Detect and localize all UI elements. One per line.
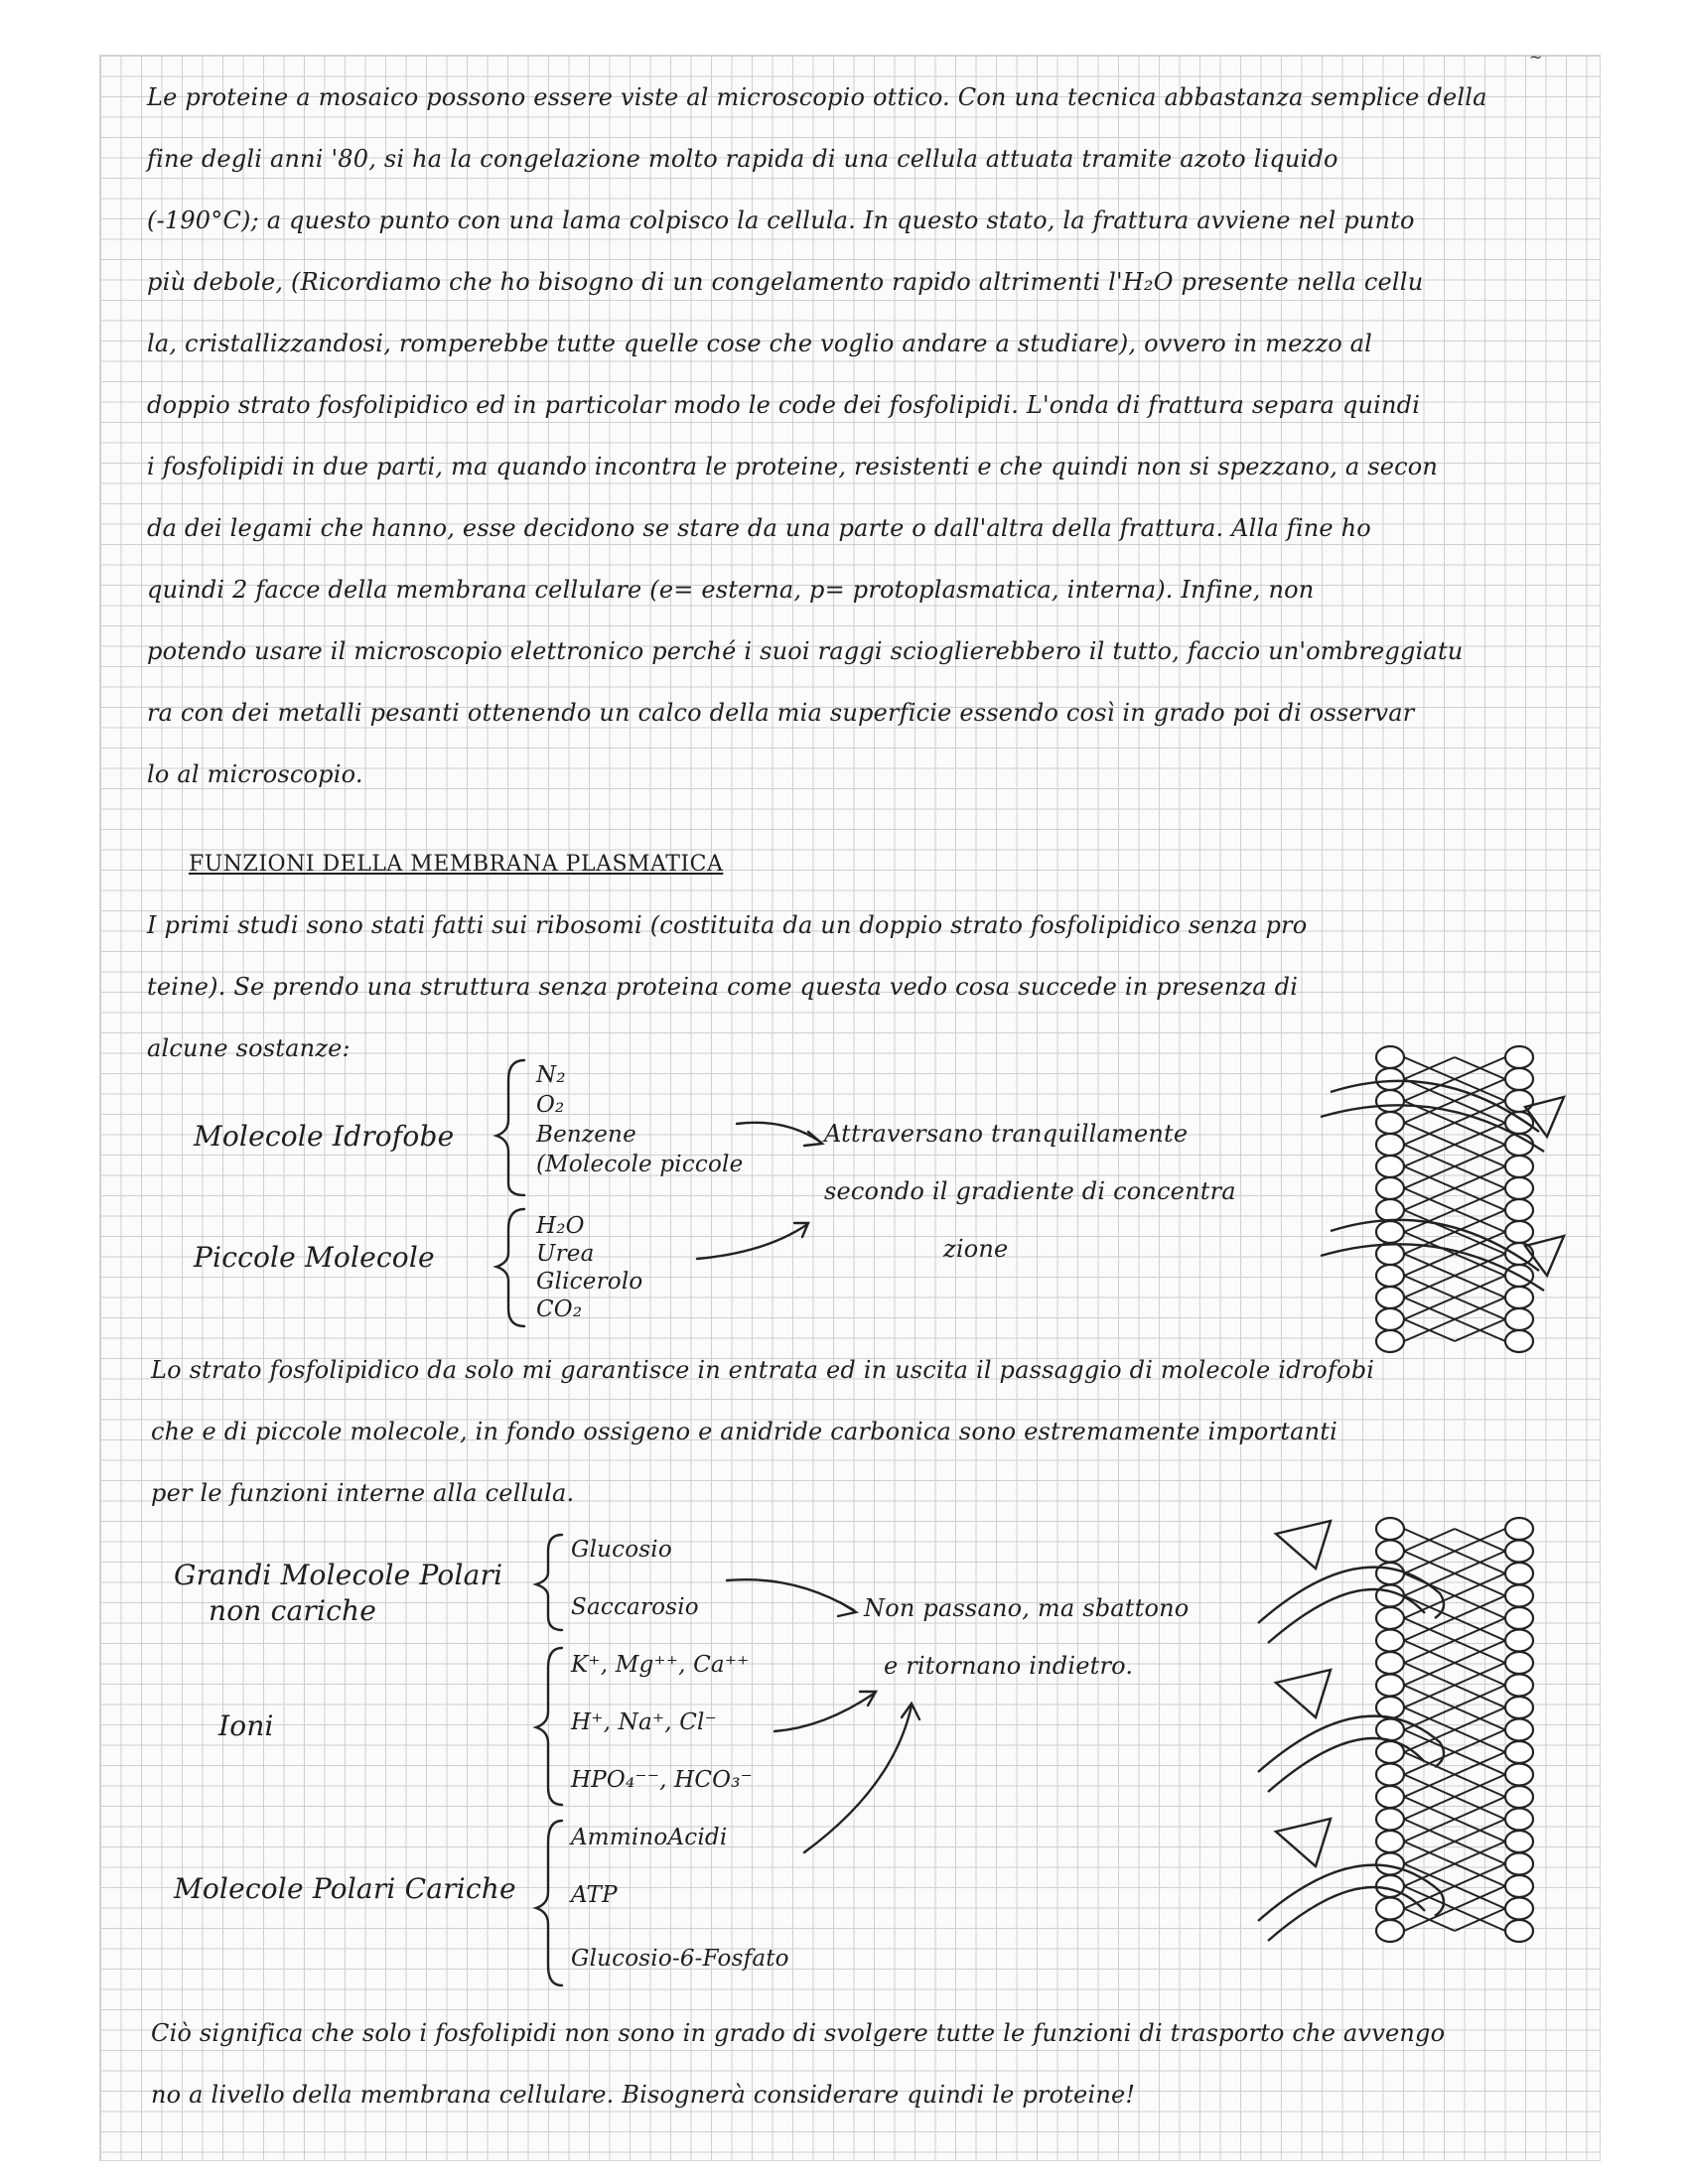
paragraph3-line: Lo strato fosfolipidico da solo mi garantisce in entrata ed in uscita il passaggio di molecole idrofobi xyxy=(151,1356,1375,1384)
brace-group5 xyxy=(536,1821,562,1985)
phospholipid-head xyxy=(1376,1156,1404,1177)
arrow-bounce-back xyxy=(1258,1568,1444,1623)
brace-group2 xyxy=(496,1209,524,1326)
phospholipid-head xyxy=(1505,1853,1533,1875)
phospholipid-head xyxy=(1376,1221,1404,1243)
phospholipid-tails xyxy=(1404,1297,1505,1319)
phospholipid-head xyxy=(1505,1308,1533,1330)
group4-item: HPO₄⁻⁻, HCO₃⁻ xyxy=(571,1767,753,1793)
phospholipid-head xyxy=(1505,1585,1533,1607)
phospholipid-head xyxy=(1376,1330,1404,1352)
phospholipid-head xyxy=(1505,1831,1533,1852)
phospholipid-head xyxy=(1505,1046,1533,1068)
phospholipid-head xyxy=(1505,1177,1533,1199)
phospholipid-tails xyxy=(1404,1552,1505,1574)
phospholipid-tails xyxy=(1404,1145,1505,1166)
phospholipid-head xyxy=(1505,1652,1533,1674)
phospholipid-head xyxy=(1505,1518,1533,1540)
phospholipid-head xyxy=(1376,1541,1404,1563)
phospholipid-head xyxy=(1376,1675,1404,1697)
group1-label: Molecole Idrofobe xyxy=(194,1120,455,1153)
result2-text: Non passano, ma sbattono xyxy=(864,1594,1190,1622)
phospholipid-head xyxy=(1376,1652,1404,1674)
result1c-text: zione xyxy=(943,1235,1009,1263)
phospholipid-tails xyxy=(1404,1254,1505,1276)
phospholipid-head xyxy=(1376,1265,1404,1287)
phospholipid-head xyxy=(1376,1177,1404,1199)
phospholipid-head xyxy=(1505,1719,1533,1741)
phospholipid-head xyxy=(1505,1541,1533,1563)
paragraph1-line: da dei legami che hanno, esse decidono se stare da una parte o dall'altra della frattura. Alla fine ho xyxy=(147,514,1371,542)
result1-text: Attraversano tranquillamente xyxy=(824,1120,1189,1148)
group2-item: Urea xyxy=(536,1241,595,1267)
paragraph3-line: che e di piccole molecole, in fondo ossigeno e anidride carbonica sono estremamente importanti xyxy=(151,1418,1337,1445)
phospholipid-tails xyxy=(1404,1641,1505,1664)
phospholipid-tails xyxy=(1404,1319,1505,1341)
group5-item: Glucosio-6-Fosfato xyxy=(571,1946,789,1972)
phospholipid-head xyxy=(1505,1607,1533,1629)
phospholipid-tails xyxy=(1404,1820,1505,1843)
arrow-group4 xyxy=(774,1694,874,1731)
phospholipid-tails xyxy=(1404,1057,1505,1079)
group4-item: K⁺, Mg⁺⁺, Ca⁺⁺ xyxy=(571,1652,750,1678)
phospholipid-tails xyxy=(1404,1188,1505,1210)
phospholipid-head xyxy=(1505,1898,1533,1920)
phospholipid-head xyxy=(1376,1068,1404,1090)
paragraph1-line: quindi 2 facce della membrana cellulare (e= esterna, p= protoplasmatica, interna). Infine, non xyxy=(147,576,1315,604)
phospholipid-head xyxy=(1376,1786,1404,1808)
paragraph1-line: (-190°C); a questo punto con una lama colpisco la cellula. In questo stato, la frattura avviene nel punto xyxy=(147,206,1415,234)
phospholipid-tails xyxy=(1404,1864,1505,1887)
group3-label: Grandi Molecole Polari xyxy=(174,1559,503,1591)
paragraph2-line: alcune sostanze: xyxy=(147,1034,351,1062)
arrow-group5 xyxy=(804,1706,912,1852)
group4-item: H⁺, Na⁺, Cl⁻ xyxy=(571,1709,717,1735)
phospholipid-tails xyxy=(1404,1797,1505,1820)
phospholipid-head xyxy=(1505,1090,1533,1112)
phospholipid-tails xyxy=(1404,1909,1505,1932)
phospholipid-tails xyxy=(1404,1276,1505,1297)
paragraph1-line: lo al microscopio. xyxy=(147,760,363,788)
phospholipid-tails xyxy=(1404,1730,1505,1753)
paragraph3-line: per le funzioni interne alla cellula. xyxy=(151,1479,575,1507)
phospholipid-head xyxy=(1376,1199,1404,1221)
membrane-diagram-bounce xyxy=(1246,1509,1604,1966)
phospholipid-tails xyxy=(1404,1842,1505,1864)
phospholipid-tails xyxy=(1404,1618,1505,1641)
arrow-group3 xyxy=(727,1579,854,1610)
section-heading: FUNZIONI DELLA MEMBRANA PLASMATICA xyxy=(189,852,724,877)
phospholipid-head xyxy=(1376,1831,1404,1852)
arrow-bounce-back xyxy=(1258,1865,1444,1921)
arrow-group2 xyxy=(697,1225,806,1259)
phospholipid-tails xyxy=(1404,1529,1505,1552)
phospholipid-head xyxy=(1376,1518,1404,1540)
phospholipid-head xyxy=(1505,1563,1533,1584)
phospholipid-head xyxy=(1505,1330,1533,1352)
group4-label: Ioni xyxy=(218,1709,274,1742)
phospholipid-head xyxy=(1505,1287,1533,1308)
brace-group3 xyxy=(536,1535,562,1630)
phospholipid-head xyxy=(1505,1697,1533,1718)
phospholipid-head xyxy=(1376,1809,1404,1831)
phospholipid-head xyxy=(1505,1630,1533,1652)
group5-item: ATP xyxy=(571,1882,618,1908)
phospholipid-head xyxy=(1376,1853,1404,1875)
paragraph2-line: teine). Se prendo una struttura senza proteina come questa vedo cosa succede in presenza di xyxy=(147,973,1299,1001)
group2-item: H₂O xyxy=(536,1213,585,1239)
phospholipid-head xyxy=(1376,1287,1404,1308)
phospholipid-head xyxy=(1505,1786,1533,1808)
phospholipid-head xyxy=(1376,1764,1404,1786)
group3-label: non cariche xyxy=(209,1594,377,1627)
result2b-text: e ritornano indietro. xyxy=(884,1652,1134,1680)
phospholipid-tails xyxy=(1404,1573,1505,1596)
phospholipid-head xyxy=(1505,1764,1533,1786)
group2-item: CO₂ xyxy=(536,1297,583,1322)
phospholipid-head xyxy=(1376,1607,1404,1629)
phospholipid-head xyxy=(1505,1675,1533,1697)
phospholipid-head xyxy=(1376,1046,1404,1068)
phospholipid-head xyxy=(1376,1563,1404,1584)
phospholipid-head xyxy=(1376,1920,1404,1942)
phospholipid-head xyxy=(1505,1875,1533,1897)
group1-item: Benzene xyxy=(536,1122,636,1148)
phospholipid-head xyxy=(1505,1243,1533,1265)
paragraph1-line: più debole, (Ricordiamo che ho bisogno di un congelamento rapido altrimenti l'H₂O presente nella cellu xyxy=(147,268,1424,296)
paragraph1-line: Le proteine a mosaico possono essere viste al microscopio ottico. Con una tecnica abbastanza semplice della xyxy=(147,83,1487,111)
paragraph1-line: i fosfolipidi in due parti, ma quando incontra le proteine, resistenti e che quindi non si spezzano, a secon xyxy=(147,453,1439,480)
paragraph4-line: Ciò significa che solo i fosfolipidi non sono in grado di svolgere tutte le funzioni di trasporto che avvengo xyxy=(151,2019,1446,2047)
group1-item: (Molecole piccole xyxy=(536,1152,744,1177)
phospholipid-tails xyxy=(1404,1663,1505,1686)
group5-label: Molecole Polari Cariche xyxy=(174,1872,516,1905)
group3-item: Glucosio xyxy=(571,1537,672,1563)
group1-item: O₂ xyxy=(536,1092,565,1118)
phospholipid-head xyxy=(1376,1898,1404,1920)
paragraph1-line: ra con dei metalli pesanti ottenendo un calco della mia superficie essendo così in grado poi di osservar xyxy=(147,699,1415,727)
paragraph2-line: I primi studi sono stati fatti sui ribosomi (costituita da un doppio strato fosfolipidico senza pro xyxy=(147,911,1308,939)
phospholipid-tails xyxy=(1404,1123,1505,1145)
phospholipid-head xyxy=(1505,1156,1533,1177)
phospholipid-head xyxy=(1505,1199,1533,1221)
phospholipid-head xyxy=(1376,1090,1404,1112)
paragraph1-line: doppio strato fosfolipidico ed in particolar modo le code dei fosfolipidi. L'onda di frattura separa quindi xyxy=(147,391,1421,419)
brace-group4 xyxy=(536,1648,562,1805)
brace-group1 xyxy=(496,1060,524,1195)
phospholipid-head xyxy=(1376,1112,1404,1134)
phospholipid-head xyxy=(1505,1809,1533,1831)
phospholipid-head xyxy=(1505,1221,1533,1243)
phospholipid-tails xyxy=(1404,1166,1505,1188)
paragraph1-line: potendo usare il microscopio elettronico perché i suoi raggi scioglierebbero il tutto, faccio un'ombreggiatu xyxy=(147,637,1464,665)
phospholipid-head xyxy=(1376,1243,1404,1265)
phospholipid-head xyxy=(1505,1068,1533,1090)
group5-item: AmminoAcidi xyxy=(571,1825,728,1850)
result1b-text: secondo il gradiente di concentra xyxy=(824,1177,1236,1205)
group1-item: N₂ xyxy=(536,1062,566,1088)
page-corner-mark: ~ xyxy=(1529,48,1543,67)
phospholipid-head xyxy=(1376,1630,1404,1652)
paragraph1-line: la, cristallizzandosi, romperebbe tutte quelle cose che voglio andare a studiare), ovvero in mezzo al xyxy=(147,330,1373,357)
phospholipid-head xyxy=(1376,1308,1404,1330)
group2-label: Piccole Molecole xyxy=(194,1241,435,1274)
group2-item: Glicerolo xyxy=(536,1269,643,1295)
phospholipid-tails xyxy=(1404,1686,1505,1708)
phospholipid-head xyxy=(1376,1134,1404,1156)
group3-item: Saccarosio xyxy=(571,1594,699,1620)
phospholipid-tails xyxy=(1404,1775,1505,1798)
phospholipid-head xyxy=(1505,1741,1533,1763)
paragraph4-line: no a livello della membrana cellulare. Bisognerà considerare quindi le proteine! xyxy=(151,2081,1136,2109)
membrane-diagram-pass xyxy=(1291,1037,1648,1365)
phospholipid-head xyxy=(1505,1920,1533,1942)
paragraph1-line: fine degli anni '80, si ha la congelazione molto rapida di una cellula attuata tramite azoto liquido xyxy=(147,145,1338,173)
